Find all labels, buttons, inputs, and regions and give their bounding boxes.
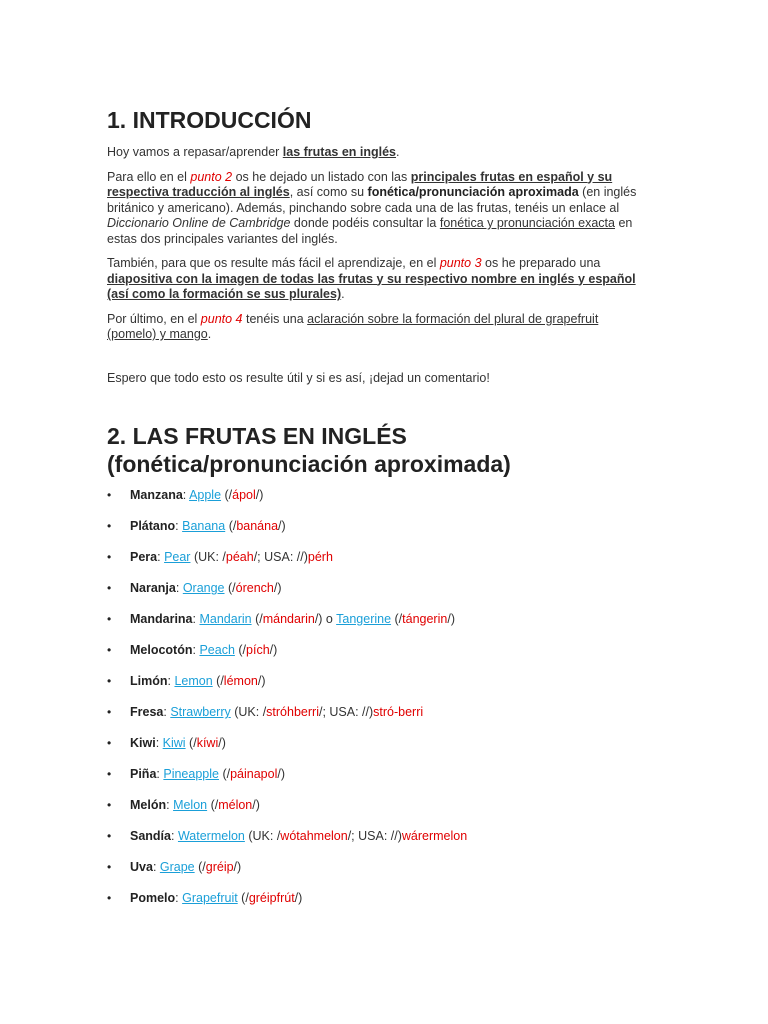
separator: :: [152, 860, 160, 874]
spacer: [107, 352, 647, 371]
text: (/: [221, 488, 233, 502]
fruit-list-item: [107, 581, 647, 596]
intro-paragraph-3: [107, 256, 647, 303]
intro-heading: 1. INTRODUCCIÓN: [107, 107, 312, 133]
fruit-english-link[interactable]: Strawberry: [170, 705, 231, 719]
text: (/: [185, 736, 197, 750]
separator: :: [166, 798, 174, 812]
separator: :: [156, 767, 164, 781]
section-reference: punto 2: [190, 169, 233, 184]
text: tenéis una: [242, 311, 308, 326]
fruits-heading-line-2: (fonética/pronunciación aproximada): [107, 451, 511, 477]
italic-text: Diccionario Online de Cambridge: [107, 216, 291, 230]
separator: :: [167, 674, 175, 688]
bullet-icon: •: [107, 736, 112, 750]
bullet-icon: •: [107, 519, 112, 533]
fruit-spanish-name: Piña: [130, 767, 157, 781]
phonetic-text: kíwi: [196, 736, 219, 750]
fruit-english-link[interactable]: Orange: [182, 581, 225, 595]
fruit-list-item: [107, 550, 647, 565]
text: /; USA: /: [347, 829, 395, 843]
text: (UK: /: [230, 705, 267, 719]
fruit-spanish-name: Naranja: [130, 581, 176, 595]
text: /; USA: /: [253, 550, 301, 564]
fruit-list-item: [107, 891, 647, 906]
fruit-spanish-name: Melocotón: [130, 643, 193, 657]
text: /; USA: /: [318, 705, 366, 719]
fruit-spanish-name: Manzana: [130, 488, 183, 502]
text: (/: [218, 767, 231, 781]
phonetic-text: pích: [246, 643, 270, 657]
phonetic-text: mándarin: [262, 612, 315, 626]
text: (UK: /: [190, 550, 226, 564]
fruit-english-link[interactable]: Mandarin: [199, 612, 252, 626]
text: (/: [234, 643, 247, 657]
fruit-spanish-name: Pomelo: [130, 891, 176, 905]
fruit-list-item: [107, 488, 647, 503]
phonetic-text: wótahmelon: [280, 829, 348, 843]
phonetic-text: gréip: [205, 860, 234, 874]
fruit-list-item: [107, 519, 647, 534]
bullet-icon: •: [107, 488, 112, 502]
text: /): [269, 643, 278, 657]
fruits-heading-line-1: 2. LAS FRUTAS EN INGLÉS: [107, 423, 407, 449]
fruit-spanish-name: Pera: [130, 550, 158, 564]
fruit-list-item: [107, 643, 647, 658]
fruit-english-link[interactable]: Apple: [189, 488, 222, 502]
fruit-list-item: [107, 798, 647, 813]
text: /): [257, 674, 266, 688]
text: /): [277, 767, 285, 781]
fruit-list-item: [107, 705, 647, 720]
text: donde podéis consultar la: [290, 216, 440, 230]
phonetic-text: órench: [235, 581, 274, 595]
bold-underlined-text: las frutas en inglés: [282, 145, 397, 159]
text: /): [365, 705, 374, 719]
bullet-icon: •: [107, 705, 112, 719]
text: /): [273, 581, 282, 595]
bold-underlined-text: principales frutas en español y su respectiva traducción al inglés: [107, 169, 613, 199]
text: .: [396, 145, 400, 159]
fruit-spanish-name: Kiwi: [130, 736, 156, 750]
text: /): [233, 860, 242, 874]
text: /): [300, 550, 308, 564]
fruit-english-link[interactable]: Banana: [182, 519, 226, 533]
text: (/: [224, 581, 236, 595]
bullet-icon: •: [107, 798, 112, 812]
text: /): [255, 488, 264, 502]
phonetic-text: páinapol: [230, 767, 278, 781]
intro-paragraph-2: [107, 170, 647, 248]
bullet-icon: •: [107, 550, 112, 564]
underlined-text: aclaración sobre la formación del plural de grapefruit (pomelo) y mango: [107, 311, 599, 341]
text: Para ello en el: [107, 169, 191, 184]
text: en estas dos principales variantes del inglés.: [107, 216, 633, 246]
fruit-list-item: [107, 674, 647, 689]
text: (/: [391, 612, 403, 626]
fruit-list-item: [107, 736, 647, 751]
phonetic-text: gréipfrút: [248, 891, 295, 905]
text: (en inglés británico y americano). Además, pinchando sobre cada una de las frutas, tenéis un enlace al: [107, 185, 637, 215]
bullet-icon: •: [107, 891, 112, 905]
separator: :: [192, 643, 200, 657]
fruit-list-item: [107, 860, 647, 875]
separator: :: [157, 550, 165, 564]
separator: :: [171, 829, 178, 843]
fruits-heading: [107, 422, 647, 478]
separator: :: [175, 519, 183, 533]
phonetic-text: stró-berri: [373, 705, 424, 719]
bullet-icon: •: [107, 581, 112, 595]
text: /): [294, 891, 303, 905]
text: /) o: [314, 612, 337, 626]
fruit-english-link[interactable]: Peach: [199, 643, 235, 657]
intro-paragraph-4: [107, 312, 647, 343]
text: os he preparado una: [481, 256, 601, 270]
bullet-icon: •: [107, 674, 112, 688]
fruit-english-link[interactable]: Melon: [173, 798, 208, 812]
separator: :: [175, 891, 183, 905]
bullet-icon: •: [107, 767, 112, 781]
bullet-icon: •: [107, 860, 112, 874]
phonetic-text: péah: [225, 550, 254, 564]
text: (/: [194, 860, 206, 874]
text: (UK: /: [244, 829, 281, 843]
separator: :: [192, 612, 200, 626]
phonetic-text: wárermelon: [401, 829, 468, 843]
phonetic-text: ápol: [232, 488, 256, 502]
fruit-english-link[interactable]: Pear: [164, 550, 191, 564]
text: /): [252, 798, 260, 812]
fruit-english-link[interactable]: Grape: [159, 860, 195, 874]
fruit-spanish-name: Sandía: [130, 829, 171, 843]
separator: :: [175, 581, 183, 595]
intro-paragraph-1: [107, 145, 647, 161]
fruit-english-link[interactable]: Watermelon: [177, 829, 245, 843]
text: /): [447, 612, 455, 626]
section-reference: punto 4: [200, 311, 243, 326]
phonetic-text: stróhberri: [266, 705, 319, 719]
fruit-spanish-name: Uva: [130, 860, 153, 874]
bold-text: fonética/pronunciación aproximada: [367, 185, 579, 199]
text: , así como su: [289, 185, 368, 199]
bullet-icon: •: [107, 612, 112, 626]
section-reference: punto 3: [439, 256, 482, 270]
phonetic-text: lémon: [223, 674, 258, 688]
text: También, para que os resulte más fácil el aprendizaje, en el: [107, 256, 440, 270]
separator: :: [155, 736, 163, 750]
separator: :: [163, 705, 171, 719]
text: (/: [251, 612, 263, 626]
text: Por último, en el: [107, 311, 201, 326]
fruit-spanish-name: Plátano: [130, 519, 176, 533]
fruit-list-item: [107, 612, 647, 627]
fruit-list-item: [107, 829, 647, 844]
text: (/: [237, 891, 249, 905]
bullet-icon: •: [107, 643, 112, 657]
fruit-spanish-name: Limón: [130, 674, 168, 688]
phonetic-text: mélon: [218, 798, 253, 812]
underlined-text: fonética y pronunciación exacta: [439, 216, 615, 230]
fruit-spanish-name: Mandarina: [130, 612, 193, 626]
fruit-english-link[interactable]: Tangerine: [336, 612, 392, 626]
fruit-list-item: [107, 767, 647, 782]
bold-underlined-text: diapositiva con la imagen de todas las frutas y su respectivo nombre en inglés y español (así como la formación se sus plurales): [107, 271, 636, 301]
fruit-spanish-name: Fresa: [130, 705, 164, 719]
phonetic-text: tángerin: [402, 612, 448, 626]
document-content: [107, 106, 647, 922]
phonetic-text: banána: [236, 519, 279, 533]
text: (/: [212, 674, 224, 688]
bullet-icon: •: [107, 829, 112, 843]
text: (/: [207, 798, 219, 812]
fruit-spanish-name: Melón: [130, 798, 167, 812]
text: .: [341, 287, 345, 301]
fruit-english-link[interactable]: Lemon: [174, 674, 213, 688]
text: /): [394, 829, 402, 843]
text: Hoy vamos a repasar/aprender: [107, 145, 283, 159]
intro-paragraph-5: Espero que todo esto os resulte útil y si es así, ¡dejad un comentario!: [107, 370, 490, 385]
text: .: [207, 327, 212, 341]
fruit-english-link[interactable]: Kiwi: [162, 736, 186, 750]
phonetic-text: pérh: [307, 550, 333, 564]
fruit-list: [107, 488, 647, 906]
text: /): [218, 736, 226, 750]
text: /): [278, 519, 286, 533]
fruit-english-link[interactable]: Pineapple: [163, 767, 219, 781]
fruit-english-link[interactable]: Grapefruit: [182, 891, 238, 905]
text: os he dejado un listado con las: [232, 169, 411, 184]
text: (/: [225, 519, 237, 533]
separator: :: [182, 488, 190, 502]
